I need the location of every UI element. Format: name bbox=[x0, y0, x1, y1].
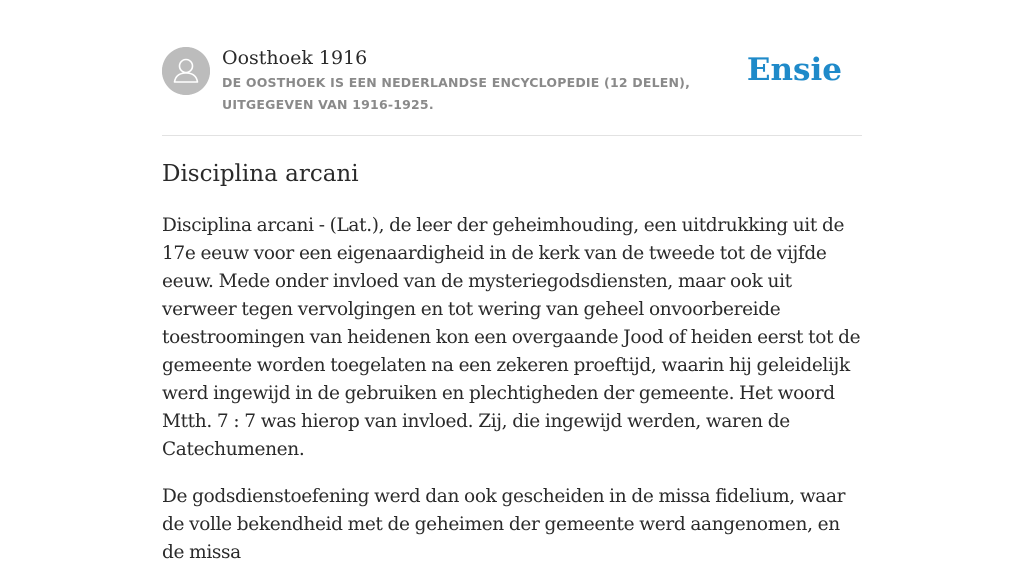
source-header bbox=[162, 46, 862, 116]
avatar-person-icon bbox=[162, 47, 210, 95]
article-paragraph: De godsdienstoefening werd dan ook gescheiden in de missa fidelium, waar de volle bekendheid met de geheimen der gemeente werd aangenomen, en de missa bbox=[162, 486, 846, 563]
header-divider bbox=[162, 135, 862, 136]
article-title: Disciplina arcani bbox=[162, 161, 359, 187]
article bbox=[162, 158, 862, 567]
user-avatar-icon bbox=[162, 47, 210, 95]
source-description: DE OOSTHOEK IS EEN NEDERLANDSE ENCYCLOPEDIE (12 DELEN), UITGEGEVEN VAN 1916-1925. bbox=[222, 75, 691, 112]
article-paragraph: Disciplina arcani - (Lat.), de leer der geheimhouding, een uitdrukking uit de 17e eeuw voor een eigenaardigheid in de kerk van de tweede tot de vijfde eeuw. Mede onder invloed van de mysteriegodsdiensten, maar ook uit verweer tegen vervolgingen en tot wering van geheel onvoorbereide toestroomingen van heidenen kon een overgaande Jood of heiden eerst tot de gemeente worden toegelaten na een zekeren proeftijd, waarin hij geleidelijk werd ingewijd in de gebruiken en plechtigheden der gemeente. Het woord Mtth. 7 : 7 was hierop van invloed. Zij, die ingewijd werden, waren de Catechumenen. bbox=[162, 215, 861, 460]
source-title[interactable]: Oosthoek 1916 bbox=[222, 47, 368, 69]
ensie-logo-link[interactable]: Ensie bbox=[746, 52, 842, 88]
